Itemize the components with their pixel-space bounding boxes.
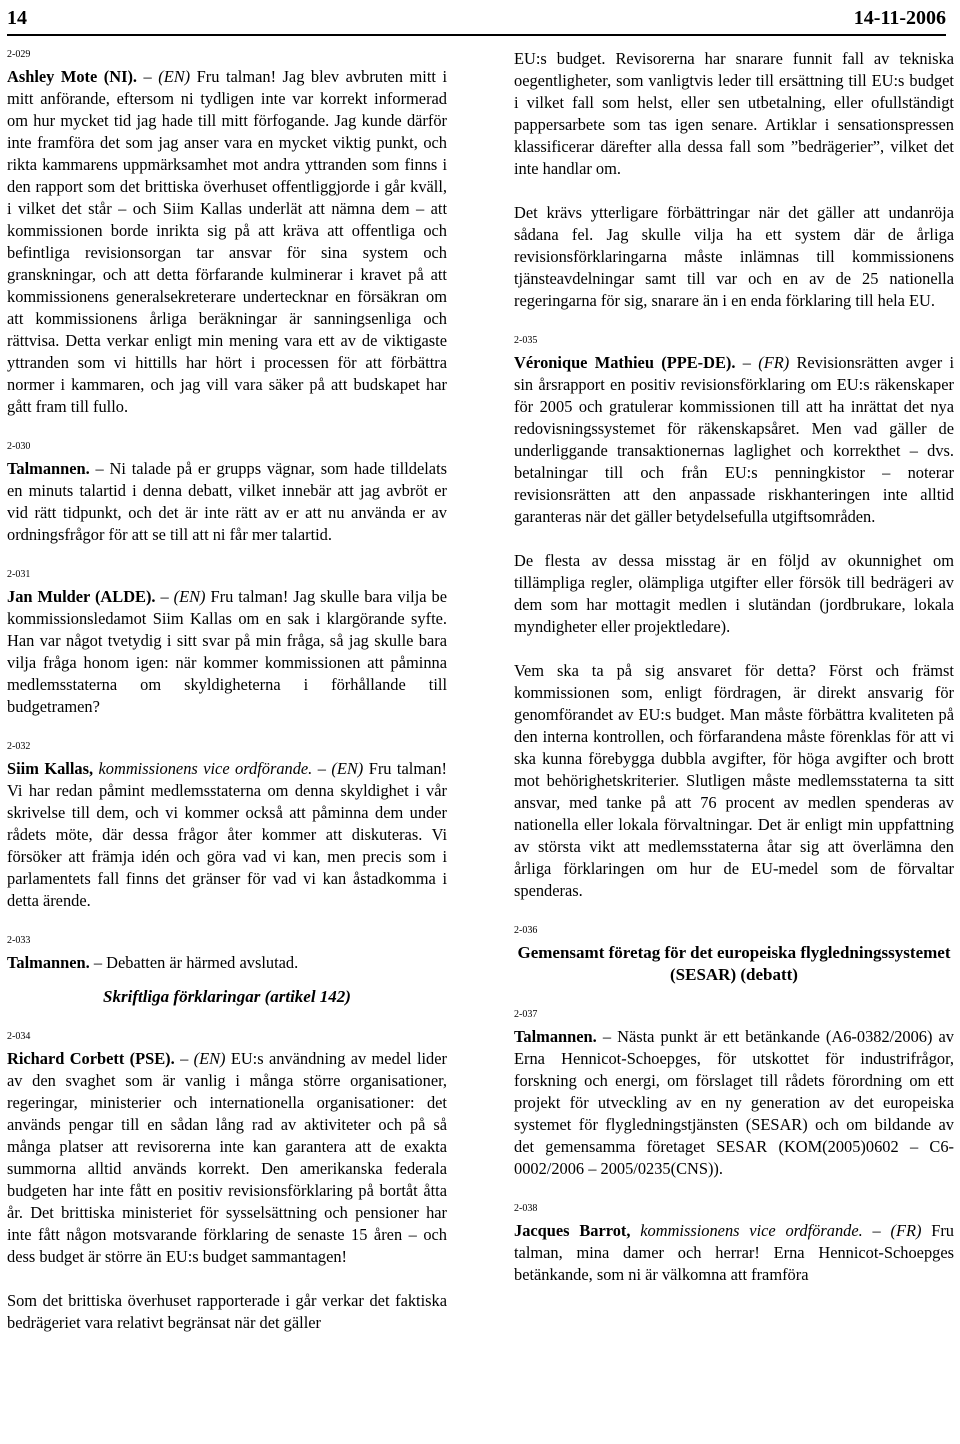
item-number: 2-038	[514, 1203, 538, 1214]
item-number: 2-032	[7, 741, 31, 752]
speech-paragraph: EU:s budget. Revisorerna har snarare funnit fall av tekniska oegentligheter, som vanligtvis leder till ersättning till EU:s budget i vilket fall som helst, eller sen utbetalning, eller ofullständigt pappersarbete som tas igen senare. Artiklar i sensationspressen klassificerar därefter alla dessa fall som ”bedrägerier”, vilket det inte handlar om.	[514, 49, 954, 178]
item-number: 2-033	[7, 935, 31, 946]
speaker-name: Siim Kallas,	[7, 759, 94, 778]
speech-text: Fru talman! Vi har redan påmint medlemsstaterna om denna skyldighet i vår skrivelse till dem, och vi kommer också att påminna dem under rådets möte, där dessa frågor åter kommer att diskuteras. Vi försöker att främja idén och göra vad vi kan, men precis som i parlamentets fall finns det gränser för vad vi kan åstadkomma i detta ärende.	[7, 759, 447, 910]
item-number: 2-034	[7, 1031, 31, 1042]
speaker-name: Ashley Mote (NI).	[7, 67, 138, 86]
speech-text: Nästa punkt är ett betänkande (A6-0382/2006) av Erna Hennicot-Schoepges, för utskottet för industrifrågor, forskning och energi, om förslaget till rådets förordning om ett projekt för utveckling av en ny generation av det europeiska systemet för flygledningstjänsten (SESAR) och om bildande av det gemensamma företaget SESAR (KOM(2005)0602 – C6-0002/2006 – 2005/0235(CNS)).	[514, 1027, 954, 1178]
speech-text: Fru talman, mina damer och herrar! Erna Hennicot-Schoepges betänkande, som ni är välkomna att framföra	[514, 1221, 955, 1284]
intervention-2-034	[7, 1030, 447, 1334]
intervention-2-036	[514, 924, 954, 986]
item-number: 2-031	[7, 569, 31, 580]
speech-paragraph: Vem ska ta på sig ansvaret för detta? Först och främst kommissionen som, enligt fördragen, är direkt ansvarig för genomförandet av EU:s budget. Man måste förbättra kvaliteten på den interna kontrollen, och förfarandena måste förenklas för att vi ska kunna förebygga dubbla avgifter, för höga avgifter och brott mot behörighetskriterier. Slutligen måste medlemsstaterna ta sitt ansvar, med tanke på att 76 procent av medlen spenderas av nationella eller lokala förvaltningar. Det är enligt min uppfattning av största vikt att medlemsstaterna åtar sig att överlämna den årliga förklaringen om hur de EU-medel som de förvaltar spenderas.	[514, 661, 954, 900]
language-tag: (EN)	[331, 759, 364, 778]
language-tag: (FR)	[890, 1221, 922, 1240]
speaker-role: kommissionens vice ordförande.	[640, 1221, 863, 1240]
intervention-text: Véronique Mathieu (PPE-DE). – (FR) Revisionsrätten avger i sin årsrapport en positiv revisionsförklaring om EU:s räkenskaper för 2005 och gratulerar kommissionen till att ha inrättat det nya redovisningssystemet för räkenskapsåret. Men vad gäller de underliggande transaktionernas laglighet och korrekthet – dvs. betalningar till och från EU:s penningkistor – noterar revisionsrätten att den anpassade riskhanteringen inte alltid garanteras när det gäller betydelsefulla utgiftsområden.	[514, 353, 954, 526]
intervention-text: Siim Kallas, kommissionens vice ordförande. – (EN) Fru talman! Vi har redan påmint medlemsstaterna om denna skyldighet i vår skrivelse till dem, och vi kommer också att påminna dem under rådets möte, där dessa frågor åter kommer att diskuteras. Vi försöker att främja idén och göra vad vi kan, men precis som i parlamentets fall finns det gränser för vad vi kan åstadkomma i detta ärende.	[7, 759, 447, 910]
intervention-2-030	[7, 440, 447, 546]
speech-text: Ni talade på er grupps vägnar, som hade tilldelats en minuts talartid i denna debatt, vilket innebär att jag avbröt er vid rätt tidpunkt, och det är inte rätt av er att nu använda er av ordningsfrågor för att se till att ni får mer talartid.	[7, 459, 448, 544]
agenda-heading: Gemensamt företag för det europeiska flygledningssystemet (SESAR) (debatt)	[517, 943, 951, 984]
intervention-text: Talmannen. – Nästa punkt är ett betänkande (A6-0382/2006) av Erna Hennicot-Schoepges, för utskottet för industrifrågor, forskning och energi, om förslaget till rådets förordning om ett projekt för utveckling av en ny generation av det europeiska systemet för flygledningstjänsten (SESAR) och om bildande av det gemensamma företaget SESAR (KOM(2005)0602 – C6-0002/2006 – 2005/0235(CNS)).	[514, 1027, 954, 1178]
intervention-2-032	[7, 740, 447, 912]
continued-paragraph	[514, 48, 954, 180]
intervention-2-029	[7, 48, 447, 418]
speech-text: Fru talman! Jag skulle bara vilja be kommissionsledamot Siim Kallas om en sak i klargörande syfte. Han var något tvetydig i sitt svar på min fråga, så jag skulle bara vilja fråga honom igen: när kommer kommissionen att påminna medlemsstaterna om skyldigheterna i förhållande till budgetramen?	[7, 587, 447, 716]
item-number: 2-035	[514, 335, 538, 346]
intervention-2-031	[7, 568, 447, 718]
right-column	[514, 48, 954, 1308]
intervention-text: Talmannen. – Ni talade på er grupps vägnar, som hade tilldelats en minuts talartid i denna debatt, vilket innebär att jag avbröt er vid rätt tidpunkt, och det är inte rätt av er att nu använda er av ordningsfrågor för att se till att ni får mer talartid.	[7, 459, 448, 544]
speaker-name: Jacques Barrot,	[514, 1221, 631, 1240]
speaker-name: Véronique Mathieu (PPE-DE).	[514, 353, 736, 372]
intervention-text: Talmannen. – Debatten är härmed avslutad.	[7, 953, 299, 972]
language-tag: (EN)	[193, 1049, 226, 1068]
speaker-name: Jan Mulder (ALDE).	[7, 587, 156, 606]
page-header	[7, 0, 946, 36]
item-number: 2-030	[7, 441, 31, 452]
speaker-name: Talmannen.	[514, 1027, 597, 1046]
item-number: 2-037	[514, 1009, 538, 1020]
language-tag: (EN)	[173, 587, 206, 606]
left-column	[7, 48, 447, 1356]
speaker-name: Talmannen.	[7, 459, 90, 478]
intervention-text: Richard Corbett (PSE). – (EN) EU:s användning av medel lider av den svaghet som är vanlig i många större organisationer, regeringar, ministerier och internationella organisationer: det används pengar till en sådan lång rad av aktiviteter och på så många platser att revisorerna inte kan garantera att de exakta summorna alltid används korrekt. Den amerikanska federala budgeten har inte fått en positiv revisionsförklaring på bortåt åtta år. Det brittiska ministeriet för sysselsättning och pensioner har inte fått någon motsvarande förklaring de senaste 15 åren – och dess budget är större än EU:s budget sammantagen!	[7, 1049, 447, 1266]
speech-paragraph: Det krävs ytterligare förbättringar när det gäller att undanröja sådana fel. Jag skulle vilja ha ett system där de årliga revisionsförklaringarna måste inlämnas till kommissionens tjänsteavdelningar samt till var och en av de 25 nationella regeringarna för sig, snarare än i en enda förklaring till hela EU.	[514, 203, 954, 310]
item-number: 2-036	[514, 925, 538, 936]
intervention-text: Jan Mulder (ALDE). – (EN) Fru talman! Jag skulle bara vilja be kommissionsledamot Siim Kallas om en sak i klargörande syfte. Han var något tvetydig i sitt svar på min fråga, så jag skulle bara vilja fråga honom igen: när kommer kommissionen att påminna medlemsstaterna om skyldigheterna i förhållande till budgetramen?	[7, 587, 447, 716]
continued-paragraph	[514, 202, 954, 312]
intervention-2-037	[514, 1008, 954, 1180]
page-date: 14-11-2006	[853, 7, 946, 29]
speech-text: Revisionsrätten avger i sin årsrapport en positiv revisionsförklaring om EU:s räkenskaper för 2005 och gratulerar kommissionen till att ha inrättat det nya redovisningssystemet för räkenskapsåret. Men vad gäller de underliggande transaktionernas laglighet och korrekthet – dvs. betalningar till och från EU:s penningkistor – noterar revisionsrätten att den anpassade riskhanteringen inte alltid garanteras när det gäller betydelsefulla utgiftsområden.	[514, 353, 954, 526]
intervention-2-033	[7, 934, 447, 974]
language-tag: (EN)	[158, 67, 191, 86]
speaker-name: Talmannen.	[7, 953, 90, 972]
speech-paragraph: Som det brittiska överhuset rapporterade i går verkar det faktiska bedrägeriet vara relativt begränsat när det gäller	[7, 1291, 447, 1332]
page-number: 14	[7, 7, 27, 29]
language-tag: (FR)	[758, 353, 790, 372]
speech-text: Fru talman! Jag blev avbruten mitt i mitt anförande, eftersom ni tydligen inte var korrekt informerad om hur mycket tid jag hade till mitt förfogande. Jag kunde därför inte framföra det som jag anser vara en mycket viktig punkt, och rikta kammarens uppmärksamhet mot andra yttranden som finns i den rapport som det brittiska överhuset offentliggjorde i går kväll, i vilket det står – och Siim Kallas underlät att nämna dem – att kommissionen borde inrikta sig på att kräva att offentliga och befintliga revisionsorgan tar ansvar för sina system och granskningar, och att detta förfarande kulminerar i kravet på att kommissionens generalsekreterare undertecknar en försäkran om att kommissionens årliga beräkningar är sanningsenliga och rättvisa. Detta verkar enligt min mening vara ett av de viktigaste yttranden som vi hittills har hört i processen för att förbättra normer i kammaren, och jag vill vara säker på att budskapet har gått fram till fullo.	[7, 67, 447, 416]
section-heading: Skriftliga förklaringar (artikel 142)	[103, 987, 351, 1006]
item-number: 2-029	[7, 49, 31, 60]
speech-text: EU:s användning av medel lider av den svaghet som är vanlig i många större organisationer, regeringar, ministerier och internationella organisationer: det används pengar till en sådan lång rad av aktiviteter och på så många platser att revisorerna inte kan garantera att de exakta summorna alltid används korrekt. Den amerikanska federala budgeten har inte fått en positiv revisionsförklaring på bortåt åtta år. Det brittiska ministeriet för sysselsättning och pensioner har inte fått någon motsvarande förklaring de senaste 15 åren – och dess budget är större än EU:s budget sammantagen!	[7, 1049, 447, 1266]
speech-text: Debatten är härmed avslutad.	[106, 953, 299, 972]
intervention-2-035	[514, 334, 954, 902]
speaker-name: Richard Corbett (PSE).	[7, 1049, 175, 1068]
intervention-2-038	[514, 1202, 954, 1286]
speaker-role: kommissionens vice ordförande.	[98, 759, 313, 778]
intervention-text: Jacques Barrot, kommissionens vice ordförande. – (FR) Fru talman, mina damer och herrar! Erna Hennicot-Schoepges betänkande, som ni är välkomna att framföra	[514, 1221, 955, 1284]
intervention-text: Ashley Mote (NI). – (EN) Fru talman! Jag blev avbruten mitt i mitt anförande, eftersom ni tydligen inte var korrekt informerad om hur mycket tid jag hade till mitt förfogande. Jag kunde därför inte framföra det som jag anser vara en mycket viktig punkt, och rikta kammarens uppmärksamhet mot andra yttranden som finns i den rapport som det brittiska överhuset offentliggjorde i går kväll, i vilket det står – och Siim Kallas underlät att nämna dem – att kommissionen borde inrikta sig på att kräva att offentliga och befintliga revisionsorgan tar ansvar för sina system och granskningar, och att detta förfarande kulminerar i kravet på att kommissionens generalsekreterare undertecknar en försäkran om att kommissionens årliga beräkningar är sanningsenliga och rättvisa. Detta verkar enligt min mening vara ett av de viktigaste yttranden som vi hittills har hört i processen för att förbättra normer i kammaren, och jag vill vara säker på att budskapet har gått fram till fullo.	[7, 67, 447, 416]
speech-paragraph: De flesta av dessa misstag är en följd av okunnighet om tillämpliga regler, olämpliga utgifter eller försök till bedrägeri av dem som har mottagit medlen i slutändan (jordbrukare, lokala myndigheter eller projektledare).	[514, 551, 954, 636]
